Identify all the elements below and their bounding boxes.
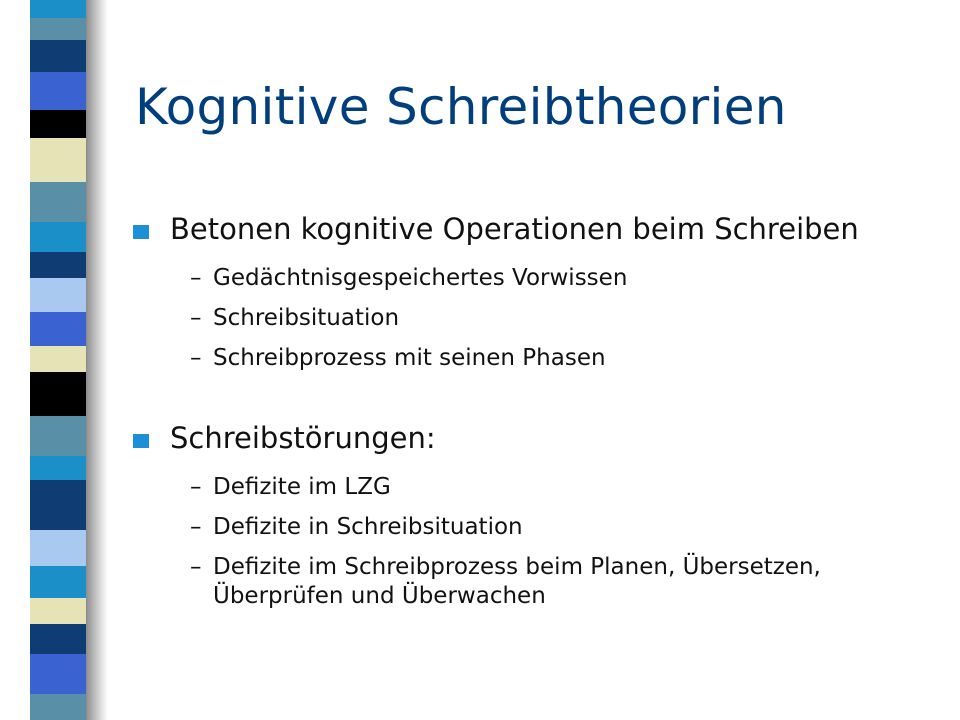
slide-content [133,212,943,611]
square-bullet-icon [133,434,149,448]
dash-marker: – [190,305,202,331]
slide-title: Kognitive Schreibtheorien [135,78,787,136]
sub-bullet-item [133,473,943,502]
dash-marker: – [190,514,202,540]
dash-marker: – [190,474,202,500]
stripe-bar-shadow [86,0,108,720]
bullet-item [133,421,943,455]
square-bullet-icon [133,225,149,239]
sub-bullet-item [133,513,943,542]
sub-bullet-item [133,553,943,611]
sub-bullet-item [133,304,943,333]
sub-bullet-text: Defizite in Schreibsituation [213,514,523,540]
sub-bullet-text: Defizite im Schreibprozess beim Planen, Übersetzen, Überprüfen und Überwachen [213,554,821,609]
decorative-stripe-bar [30,0,86,720]
sub-bullet-text: Defizite im LZG [213,474,391,500]
dash-marker: – [190,265,202,291]
sub-bullet-text: Schreibprozess mit seinen Phasen [213,345,606,371]
dash-marker: – [190,345,202,371]
sub-bullet-text: Gedächtnisgespeichertes Vorwissen [213,265,628,291]
sub-bullet-item [133,344,943,373]
bullet-text: Schreibstörungen: [170,421,436,455]
sub-bullet-text: Schreibsituation [213,305,400,331]
sub-bullet-item [133,264,943,293]
dash-marker: – [190,554,202,580]
bullet-item [133,212,943,246]
bullet-text: Betonen kognitive Operationen beim Schreiben [170,212,859,246]
